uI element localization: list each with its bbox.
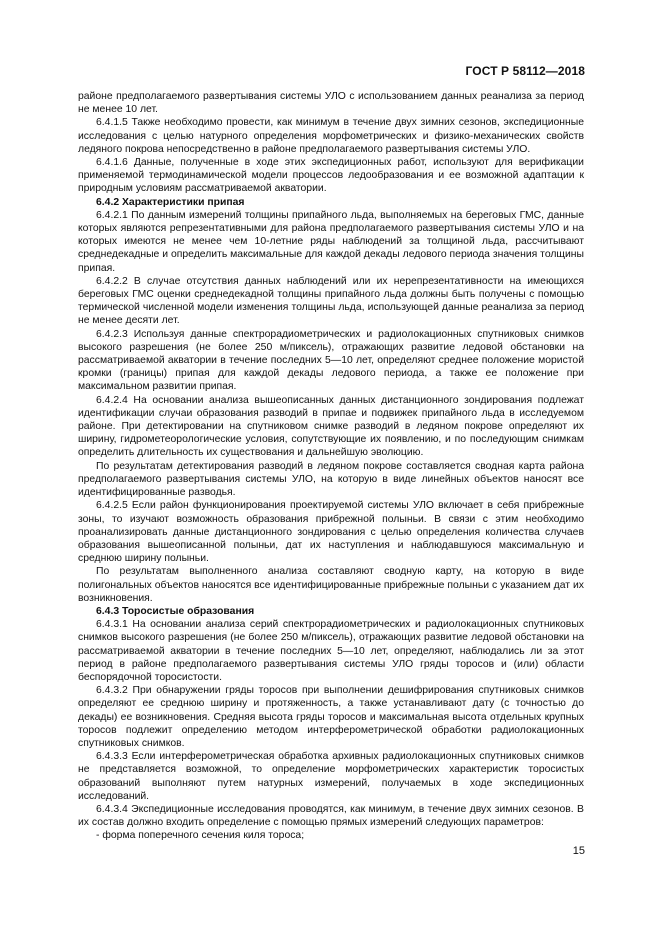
paragraph-6-4-1-6: 6.4.1.6 Данные, полученные в ходе этих экспедиционных работ, используют для верификации применяемой термодинамической модели процессов ледообразования и ее возможной адаптации к природным условиям рассматриваемой акватории. (78, 157, 584, 195)
paragraph-leads-summary: По результатам детектирования разводий в ледяном покрове составляется сводная карта района предполагаемого развертывания системы УЛО, на которую в виде линейных объектов наносят все идентифицированные разводья. (78, 460, 584, 499)
section-heading-6-4-2: 6.4.2 Характеристики припая (96, 196, 245, 208)
document-header: ГОСТ Р 58112—2018 (465, 64, 585, 78)
paragraph-6-4-2-5: 6.4.2.5 Если район функционирования проектируемой системы УЛО включает в себя прибрежные зоны, то изучают возможность образования прибрежной полыньи. В связи с этим необходимо проанализировать данные дистанционного зондирования с целью определения количества случаев образования вышеописанной полыньи, дат их наступления и наблюдавшуюся максимальную и среднюю ширину полыньи. (78, 500, 584, 565)
paragraph-6-4-3-4: 6.4.3.4 Экспедиционные исследования проводятся, как минимум, в течение двух зимних сезонов. В их состав должно входить определение с помощью прямых измерений следующих параметров: (78, 803, 584, 829)
paragraph-6-4-2-3: 6.4.2.3 Используя данные спектрорадиометрических и радиолокационных спутниковых снимков высокого разрешения (не более 250 м/пиксель), отражающих развитие ледовой обстановки на рассматриваемой акватории в течение последних 5—10 лет, определяют среднее положение мористой кромки (границы) припая для каждой декады ледового периода, а также ее положение при максимальном развитии припая. (78, 328, 584, 393)
list-item: - форма поперечного сечения киля тороса; (96, 830, 305, 842)
page-number: 15 (572, 845, 585, 857)
paragraph-6-4-2-1: 6.4.2.1 По данным измерений толщины припайного льда, выполняемых на береговых ГМС, данные которых являются репрезентативными для района предполагаемого развертывания системы УЛО и на которых имеются не менее чем 10-летние ряды наблюдений за толщиной льда, рассчитывают среднедекадные и определить максимальные для каждой декады ледового периода значения толщины припая. (78, 209, 584, 274)
paragraph-6-4-2-4: 6.4.2.4 На основании анализа вышеописанных данных дистанционного зондирования подлежат идентификации случаи образования разводий в припае и подвижек припайного льда в исследуемом районе. При детектировании на спутниковом снимке разводий в ледяном покрове определяют их ширину, гидрометеорологические условия, сопутствующие их появлению, и по последующим снимкам определить длительность их существования и дальнейшую эволюцию. (78, 394, 584, 459)
section-heading-6-4-3: 6.4.3 Торосистые образования (96, 605, 255, 617)
paragraph-6-4-3-2: 6.4.3.2 При обнаружении гряды торосов при выполнении дешифрирования спутниковых снимков определяют ее среднюю ширину и протяженность, а также устанавливают дату (с точностью до декады) ее возникновения. Средняя высота гряды торосов и максимальная высота отдельных крупных торосов подлежит определению методом интерферометрической обработки радиолокационных спутниковых снимков. (78, 685, 584, 749)
paragraph-6-4-3-3: 6.4.3.3 Если интерферометрическая обработка архивных радиолокационных спутниковых снимков не представляется возможной, то определение морфометрических характеристик торосистых образований выполняют путем натурных измерений, получаемых в ходе экспедиционных исследований. (78, 751, 584, 802)
paragraph-6-4-3-1: 6.4.3.1 На основании анализа серий спектрорадиометрических и радиолокационных спутниковых снимков высокого разрешения (не более 250 м/пиксель), отражающих развитие ледовой обстановки на рассматриваемой акватории в течение последних 5—10 лет, определяют, наблюдались ли за этот период в районе предполагаемого развертывания системы УЛО гряды торосов и (или) области беспорядочной торосистости. (78, 619, 584, 683)
paragraph-6-4-1-5: 6.4.1.5 Также необходимо провести, как минимум в течение двух зимних сезонов, экспедиционные исследования с целью натурного определения морфометрических и физико-механических свойств ледяного покрова непосредственно в районе предполагаемого развертывания системы УЛО. (78, 117, 584, 155)
paragraph-continuation: районе предполагаемого развертывания системы УЛО с использованием данных реанализа за период не менее 10 лет. (78, 91, 584, 116)
paragraph-6-4-2-2: 6.4.2.2 В случае отсутствия данных наблюдений или их нерепрезентативности на имеющихся береговых ГМС оценки среднедекадной толщины припайного льда должны быть получены с помощью термической численной модели изменения толщины льда, использующей данные реанализа за период не менее десяти лет. (78, 275, 584, 327)
paragraph-polynya-summary: По результатам выполненного анализа составляют сводную карту, на которую в виде полигональных объектов наносятся все идентифицированные прибрежные полыньи с указанием дат их возникновения. (78, 566, 584, 604)
document-body (78, 90, 584, 843)
